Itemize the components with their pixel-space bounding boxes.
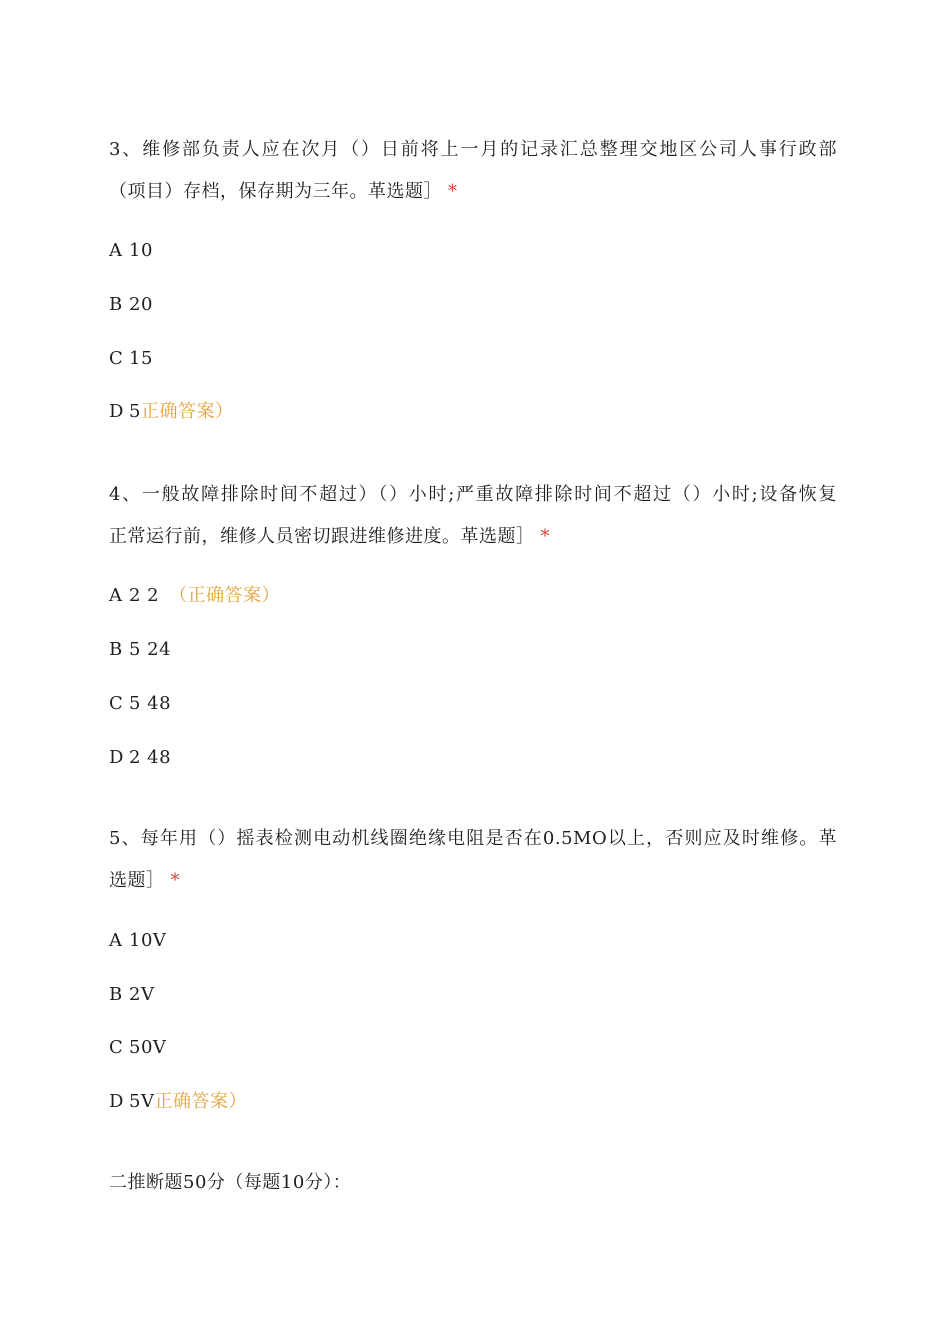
option-text: 2 48 xyxy=(129,747,172,768)
required-asterisk: * xyxy=(170,870,180,891)
option-text: 10 xyxy=(129,240,153,261)
question-5-line-2 xyxy=(109,869,837,893)
option-4d xyxy=(109,746,171,770)
option-5a xyxy=(109,929,166,953)
option-5b xyxy=(109,983,154,1007)
option-3a xyxy=(109,239,153,263)
required-asterisk: * xyxy=(448,181,458,202)
option-text: 5V xyxy=(129,1091,155,1112)
question-3-line-2 xyxy=(109,180,837,204)
option-3d xyxy=(109,400,233,424)
option-letter: A xyxy=(109,930,123,951)
question-5-line-1: 5、每年用（）摇表检测电动机线圈绝缘电阻是否在0.5MO以上，否则应及时维修。革 xyxy=(109,828,837,849)
option-letter: B xyxy=(109,984,123,1005)
option-text: 15 xyxy=(129,348,153,369)
option-letter: C xyxy=(109,1037,124,1058)
option-4b xyxy=(109,638,171,662)
option-3c xyxy=(109,347,153,371)
option-text: 5 xyxy=(129,401,141,422)
option-letter: B xyxy=(109,639,123,660)
option-4a xyxy=(109,584,280,608)
question-3-line-2-text: （项目）存档，保存期为三年。革选题］ xyxy=(109,181,442,202)
correct-answer-note: （正确答案） xyxy=(169,585,281,606)
option-text: 5 24 xyxy=(129,639,172,660)
required-asterisk: * xyxy=(540,526,550,547)
option-letter: A xyxy=(109,585,123,606)
option-letter: D xyxy=(109,1091,124,1112)
option-letter: D xyxy=(109,401,124,422)
option-letter: C xyxy=(109,348,124,369)
correct-answer-note: 正确答案） xyxy=(140,401,234,422)
option-letter: A xyxy=(109,240,123,261)
option-text: 2V xyxy=(129,984,155,1005)
option-letter: C xyxy=(109,693,124,714)
question-4-line-2-text: 正常运行前，维修人员密切跟进维修进度。革选题］ xyxy=(109,526,535,547)
option-5c xyxy=(109,1036,166,1060)
question-4-line-1: 4、一般故障排除时间不超过）（）小时;严重故障排除时间不超过（）小时;设备恢复 xyxy=(109,484,837,505)
question-4-line-2 xyxy=(109,525,837,549)
option-5d xyxy=(109,1090,247,1114)
question-5-line-2-text: 选题］ xyxy=(109,870,165,891)
option-3b xyxy=(109,293,153,317)
question-3-line-1: 3、维修部负责人应在次月（）日前将上一月的记录汇总整理交地区公司人事行政部 xyxy=(109,139,837,160)
option-text: 10V xyxy=(129,930,167,951)
option-text: 5 48 xyxy=(129,693,172,714)
option-letter: D xyxy=(109,747,124,768)
option-4c xyxy=(109,692,171,716)
correct-answer-note: 正确答案） xyxy=(154,1091,247,1112)
option-letter: B xyxy=(109,294,123,315)
option-text: 50V xyxy=(129,1037,167,1058)
option-text: 2 2 xyxy=(129,585,160,606)
option-text: 20 xyxy=(129,294,153,315)
section-heading: 二推断题50分（每题10分）： xyxy=(109,1172,352,1193)
